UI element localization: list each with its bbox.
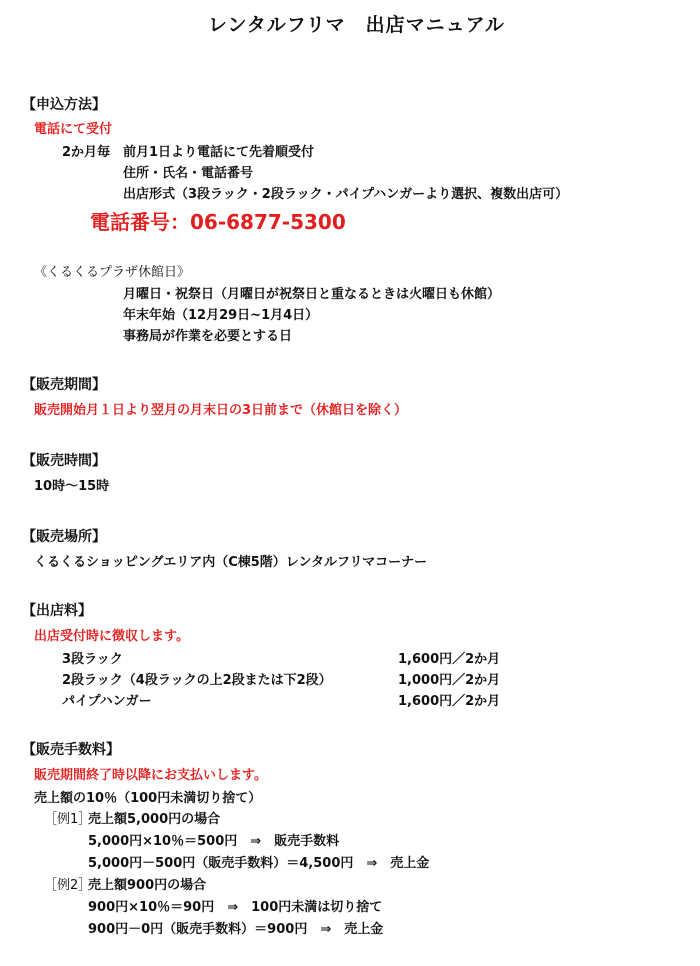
location-heading: 【販売場所】 [22, 529, 106, 545]
fee-item-name: パイプハンガー [62, 694, 152, 709]
application-line-1: 前月1日より電話にて先着順受付 [123, 145, 315, 160]
phone-number: 電話番号：06-6877-5300 [90, 210, 346, 234]
fee-item-name: 2段ラック（4段ラックの上2段または下2段） [62, 673, 332, 688]
commission-heading: 【販売手数料】 [22, 742, 120, 758]
example-case: 売上額900円の場合 [88, 878, 207, 893]
location-text: くるくるショッピングエリア内（C棟5階）レンタルフリマコーナー [34, 555, 428, 570]
hours-heading: 【販売時間】 [22, 453, 106, 469]
closed-days-heading: 《くるくるプラザ休館日》 [34, 265, 191, 280]
closed-day-2: 年末年始（12月29日~1月4日） [123, 308, 319, 323]
example-line: 900円×10％＝90円 ⇒ 100円未満は切り捨て [88, 900, 383, 915]
commission-rate: 売上額の10％（100円未満切り捨て） [34, 791, 262, 806]
fee-item-name: 3段ラック [62, 652, 123, 667]
fee-item-price: 1,000円／2か月 [398, 673, 501, 688]
fees-heading: 【出店料】 [22, 603, 92, 619]
application-schedule-label: 2か月毎 [62, 145, 111, 160]
example-label: ［例2］ [44, 878, 92, 893]
example-line: 5,000円－500円（販売手数料）＝4,500円 ⇒ 売上金 [88, 856, 430, 871]
example-line: 900円－0円（販売手数料）＝900円 ⇒ 売上金 [88, 922, 384, 937]
closed-day-1: 月曜日・祝祭日（月曜日が祝祭日と重なるときは火曜日も休館） [123, 287, 501, 302]
period-text: 販売開始月１日より翌月の月末日の3日前まで（休館日を除く） [34, 403, 408, 418]
application-line-3: 出店形式（3段ラック・2段ラック・パイプハンガーより選択、複数出店可） [123, 187, 569, 202]
fee-item-price: 1,600円／2か月 [398, 694, 501, 709]
application-heading: 【申込方法】 [22, 97, 106, 113]
closed-day-3: 事務局が作業を必要とする日 [123, 329, 293, 344]
fees-note: 出店受付時に徴収します。 [34, 629, 189, 644]
fee-item-price: 1,600円／2か月 [398, 652, 501, 667]
example-line: 5,000円×10％＝500円 ⇒ 販売手数料 [88, 834, 340, 849]
period-heading: 【販売期間】 [22, 377, 106, 393]
application-line-2: 住所・氏名・電話番号 [123, 166, 254, 181]
example-case: 売上額5,000円の場合 [88, 812, 221, 827]
page-title: レンタルフリマ 出店マニュアル [208, 14, 505, 36]
hours-text: 10時～15時 [34, 479, 110, 494]
application-note: 電話にて受付 [34, 122, 113, 137]
commission-note: 販売期間終了時以降にお支払いします。 [34, 768, 267, 783]
example-label: ［例1］ [44, 812, 92, 827]
